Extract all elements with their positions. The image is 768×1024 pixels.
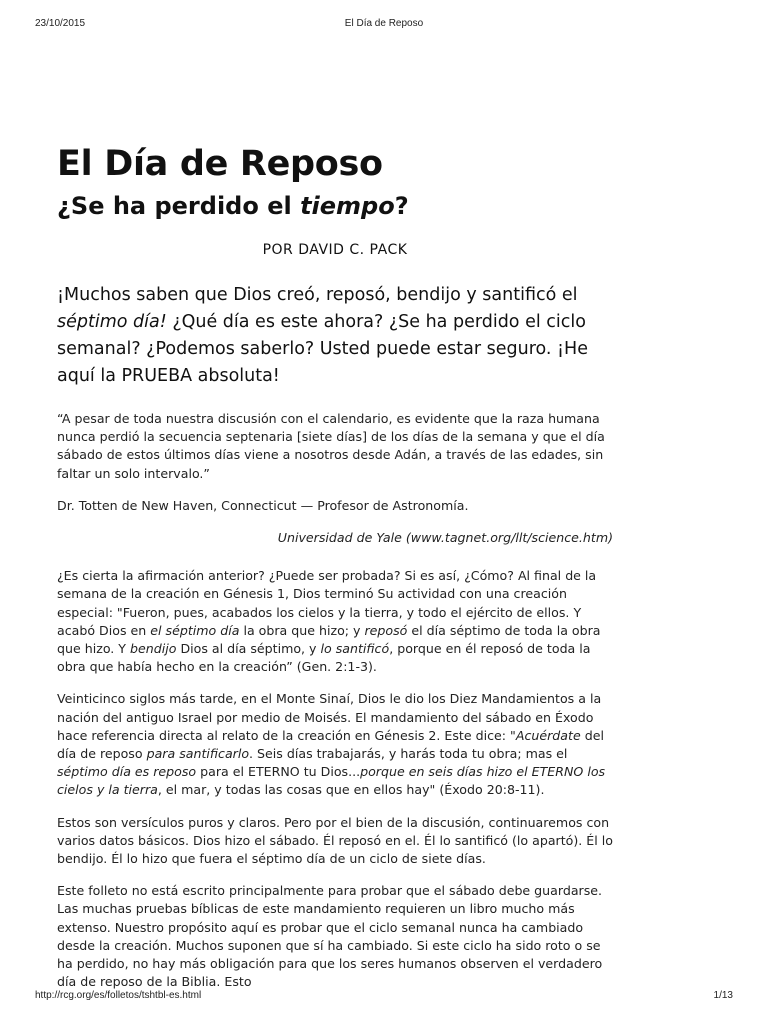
text-run: Estos son versículos puros y claros. Pero por el bien de la discusión, continuaremos con varios datos básicos. Dios hizo el sábado. Él reposó en el. Él lo santificó (lo apartó). Él lo bendijo. Él lo hizo que fuera el séptimo día de un ciclo de siete días. [57,814,613,867]
page-number: 1/13 [713,990,733,1001]
print-url: http://rcg.org/es/folletos/tshtbl-es.html [35,990,202,1001]
emphasis-text: bendijo [130,641,177,657]
text-run: Este folleto no está escrito principalmente para probar que el sábado debe guardarse. Las muchas pruebas bíblicas de este mandamiento requieren un libro mucho más extenso. Nuestro propósito aquí es probar que el ciclo semanal nunca ha cambiado desde la creación. Muchos suponen que sí ha cambiado. Si este ciclo ha sido roto o se ha perdido, no hay más obligación para que los seres humanos observen el verdadero día de reposo de la Biblia. Esto [57,883,603,990]
text-run: para el ETERNO tu Dios... [196,764,361,780]
emphasis-text: porque en seis días hizo el ETERNO los cielos y la tierra [57,764,606,798]
text-run: , porque en él reposó de toda la obra que había hecho en la creación” (Gen. 2:1-3). [57,641,591,675]
opening-quote: “A pesar de toda nuestra discusión con el calendario, es evidente que la raza humana nunca perdió la secuencia septenaria [siete días] de los días de la semana y que el día sábado de estos últimos días viene a nosotros desde Adán, a través de las edades, sin faltar un solo intervalo.” [57,411,605,481]
print-footer [35,990,733,1004]
emphasis-text: para santificarlo [146,746,250,762]
body-paragraph [57,567,613,676]
byline: POR DAVID C. PACK [262,242,408,258]
subtitle-end: ? [394,192,409,220]
emphasis-text: séptimo día! [57,312,167,332]
emphasis-text: lo santificó [320,641,390,657]
quote-attribution: Dr. Totten de New Haven, Connecticut — Profesor de Astronomía. [57,497,469,513]
subtitle-text: ¿Se ha perdido el [57,192,301,220]
article-body [57,567,613,991]
article-title: El Día de Reposo [57,144,383,184]
emphasis-text: Acuérdate [515,727,581,743]
text-run: , el mar, y todas las cosas que en ellos hay" (Éxodo 20:8-11). [157,782,545,798]
body-paragraph [57,814,613,869]
text-run: Veinticinco siglos más tarde, en el Monte Sinaí, Dios le dio los Diez Mandamientos a la nación del antiguo Israel por medio de Moisés. El mandamiento del sábado en Éxodo hace referencia directa al relato de la creación en Génesis 2. Este dice: " [57,691,602,743]
print-page-title: El Día de Reposo [344,18,424,29]
article [57,140,613,991]
text-run: . Seis días trabajarás, y harás toda tu obra; mas el [249,746,568,762]
emphasis-text: el séptimo día [150,622,240,638]
quote-source: Universidad de Yale (www.tagnet.org/llt/science.htm) [277,530,613,546]
emphasis-text: séptimo día es reposo [57,764,197,780]
text-run: Dios al día séptimo, y [176,641,321,657]
text-run: el día séptimo de toda la obra que hizo. Y [57,622,601,657]
article-subtitle [57,190,613,222]
body-paragraph [57,690,613,799]
text-run: la obra que hizo; y [239,622,365,638]
text-run: del día de reposo [57,727,604,762]
body-paragraph [57,882,613,991]
text-run: ¡Muchos saben que Dios creó, reposó, bendijo y santificó el [57,285,578,305]
emphasis-text: reposó [364,622,408,638]
print-date: 23/10/2015 [35,18,86,29]
text-run: ¿Es cierta la afirmación anterior? ¿Puede ser probada? Si es así, ¿Cómo? Al final de la semana de la creación en Génesis 1, Dios terminó Su actividad con una creación especial: "Fueron, pues, acabados los cielos y la tierra, y todo el ejército de ellos. Y acabó Dios en [57,568,597,638]
subtitle-emphasis: tiempo [300,192,395,220]
print-header [35,18,733,32]
lead-paragraph [57,282,613,390]
text-run: ¿Qué día es este ahora? ¿Se ha perdido el ciclo semanal? ¿Podemos saberlo? Usted puede estar seguro. ¡He aquí la PRUEBA absoluta! [57,312,588,386]
